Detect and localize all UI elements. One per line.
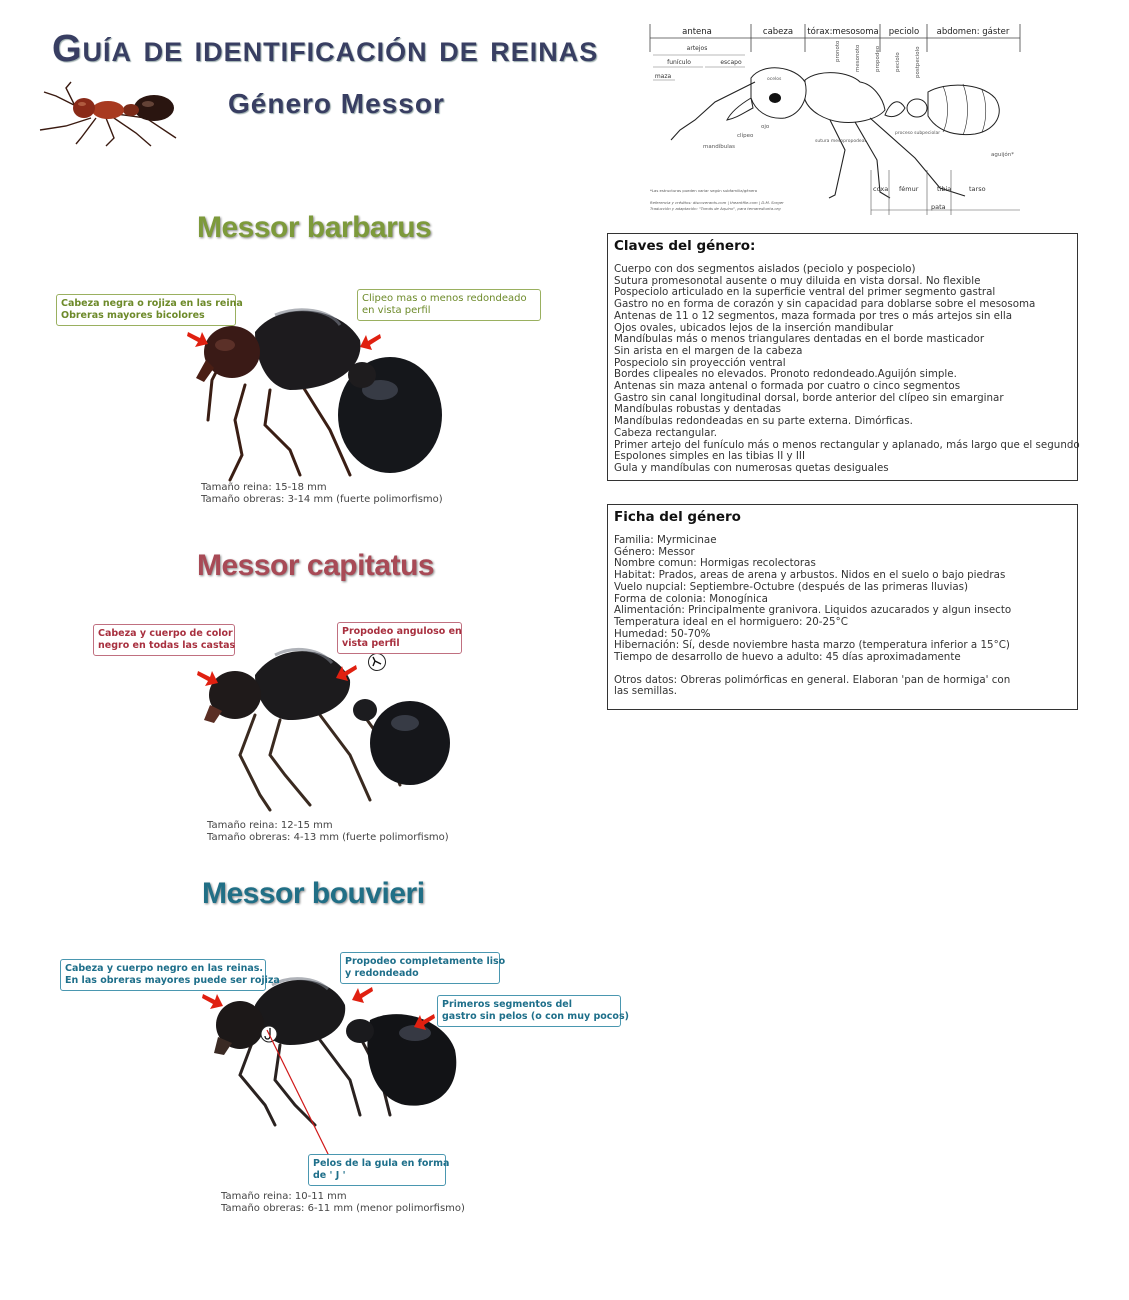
ant-image-capitatus — [200, 635, 460, 815]
diagram-section-antena: antena — [682, 27, 712, 37]
diagram-label-tarso: tarso — [969, 185, 986, 193]
diagram-credit-2: Traducción y adaptación: "Tomás de Aquino", para temaredlunta.org — [650, 206, 781, 211]
genus-item: Tiempo de desarrollo de huevo a adulto: 45 días aproximadamente — [614, 651, 961, 664]
diagram-label-mandibulas: mandíbulas — [703, 144, 735, 150]
arrow-icon — [334, 661, 358, 683]
diagram-label-clipeo: clípeo — [737, 133, 754, 139]
key-item: Primer artejo del funículo más o menos rectangular y aplanado, más largo que el segundo — [614, 438, 1080, 451]
callout-bouvieri-gaster: Primeros segmentos del gastro sin pelos (o con muy pocos) — [437, 995, 621, 1027]
genus-item: Alimentación: Principalmente granivora. Liquidos azucarados y algun insecto — [614, 604, 1012, 617]
arrow-icon — [201, 990, 225, 1012]
genus-item: Familia: Myrmicinae — [614, 534, 717, 546]
key-item: Espolones simples en las tibias II y III — [614, 450, 806, 463]
genus-list — [614, 535, 1071, 664]
keys-list — [614, 263, 1080, 475]
genus-box-title: Ficha del género — [614, 509, 741, 525]
arrow-icon — [196, 667, 220, 689]
size-queen-capitatus: Tamaño reina: 12-15 mm — [207, 820, 333, 831]
key-item: Pospeciolo sin proyección ventral — [614, 356, 786, 369]
diagram-label-proceso: proceso subpeciolar — [895, 131, 941, 136]
key-item: Mandíbulas robustas y dentadas — [614, 403, 782, 416]
species-title-barbarus: Messor barbarus — [197, 211, 432, 244]
arrow-icon — [412, 1010, 436, 1032]
keys-box-title: Claves del género: — [614, 238, 756, 254]
genus-item: Género: Messor — [614, 545, 695, 558]
key-item: Sin arista en el margen de la cabeza — [614, 344, 803, 357]
key-item: Antenas de 11 o 12 segmentos, maza formada por tres o más artejos sin ella — [614, 309, 1013, 322]
callout-bouvieri-gula: Pelos de la gula en forma de ' J ' — [308, 1154, 446, 1186]
propodeo-angle-icon — [367, 652, 387, 672]
key-item: Pospeciolo articulado en la superficie ventral del primer segmento gastral — [614, 286, 996, 299]
diagram-label-femur: fémur — [899, 185, 919, 193]
key-item: Antenas sin maza antenal o formada por cuatro o cinco segmentos — [614, 380, 961, 393]
diagram-label-pronoto: pronoto — [835, 40, 841, 62]
diagram-credit-1: Referencia y créditos: discoverants.com | theantfile.com | D.M. Sorger — [650, 200, 784, 205]
genus-item: Hibernación: Sí, desde noviembre hasta marzo (temperatura inferior a 15°C) — [614, 639, 1010, 652]
diagram-section-peciolo: peciolo — [888, 27, 920, 37]
diagram-label-postpeciolo: postpeciolo — [915, 46, 921, 78]
species-title-capitatus: Messor capitatus — [197, 549, 435, 582]
diagram-section-abdomen: abdomen: gáster — [936, 27, 1010, 37]
diagram-label-mesonoto: mesonoto — [855, 44, 861, 72]
arrow-icon — [186, 328, 210, 350]
arrow-icon — [350, 983, 374, 1005]
page-subtitle: Género Messor — [228, 88, 445, 119]
diagram-label-ocelos: ocelos — [767, 77, 782, 82]
genus-item: Forma de colonia: Monogínica — [614, 592, 768, 605]
diagram-footnote: *Las estructuras pueden variar según subfamilia/género — [650, 188, 758, 193]
species-title-bouvieri: Messor bouvieri — [202, 877, 425, 910]
callout-capitatus-head: Cabeza y cuerpo de color negro en todas las castas — [93, 624, 235, 656]
key-item: Ojos ovales, ubicados lejos de la inserción mandibular — [614, 321, 894, 334]
callout-capitatus-propodeo: Propodeo anguloso en vista perfil — [337, 622, 462, 654]
callout-bouvieri-propodeo: Propodeo completamente liso y redondeado — [340, 952, 500, 984]
diagram-label-escapo: escapo — [720, 59, 742, 66]
size-queen-bouvieri: Tamaño reina: 10-11 mm — [221, 1191, 347, 1202]
genus-box — [607, 504, 1078, 710]
size-workers-barbarus: Tamaño obreras: 3-14 mm (fuerte polimorfismo) — [201, 494, 443, 505]
key-item: Cuerpo con dos segmentos aislados (peciolo y pospeciolo) — [614, 263, 916, 275]
diagram-label-sutura: sutura mesopropodeal — [815, 139, 866, 144]
diagram-section-torax: tórax:mesosoma — [807, 27, 879, 37]
genus-item: Nombre comun: Hormigas recolectoras — [614, 557, 816, 570]
key-item: Gastro no en forma de corazón y sin capacidad para doblarse sobre el mesosoma — [614, 298, 1036, 311]
diagram-section-cabeza: cabeza — [762, 27, 794, 37]
key-item: Gula y mandíbulas con numerosas quetas desiguales — [614, 461, 889, 474]
genus-other-data — [614, 675, 1071, 698]
diagram-label-artejos: artejos — [686, 45, 708, 52]
size-queen-barbarus: Tamaño reina: 15-18 mm — [201, 482, 327, 493]
diagram-label-tibia: tibia — [937, 185, 952, 193]
key-item: Cabeza rectangular. — [614, 426, 718, 439]
genus-item: Humedad: 50-70% — [614, 627, 711, 640]
genus-item: Habitat: Prados, areas de arena y arbustos. Nidos en el suelo o bajo piedras — [614, 569, 1006, 582]
diagram-label-peciolo: peciolo — [895, 52, 901, 72]
key-item: Bordes clipeales no elevados. Pronoto redondeado.Aguijón simple. — [614, 368, 957, 381]
gula-pointer-line — [255, 1020, 335, 1160]
callout-bouvieri-head: Cabeza y cuerpo negro en las reinas. En las obreras mayores puede ser rojiza — [60, 959, 266, 991]
other-data-line: Otros datos: Obreras polimórficas en general. Elaboran 'pan de hormiga' con — [614, 673, 1011, 686]
diagram-label-coxa: coxa — [873, 185, 889, 193]
diagram-label-maza: maza — [654, 73, 672, 80]
other-data-line: las semillas. — [614, 685, 678, 698]
diagram-label-pata: pata — [931, 203, 946, 211]
size-workers-capitatus: Tamaño obreras: 4-13 mm (fuerte polimorfismo) — [207, 832, 449, 843]
key-item: Mandíbulas más o menos triangulares dentadas en el borde masticador — [614, 333, 985, 346]
diagram-label-propodeo: propodeo — [875, 45, 881, 72]
size-workers-bouvieri: Tamaño obreras: 6-11 mm (menor polimorfismo) — [221, 1203, 465, 1214]
diagram-label-ojo: ojo — [761, 124, 770, 130]
diagram-label-aguijon: aguijón* — [991, 152, 1015, 158]
anatomy-diagram — [645, 20, 1025, 215]
genus-item: Vuelo nupcial: Septiembre-Octubre (después de las primeras lluvias) — [614, 580, 969, 593]
key-item: Sutura promesonotal ausente o muy diluida en vista dorsal. No flexible — [614, 274, 981, 287]
page-title: Guía de identificación de reinas — [52, 28, 599, 70]
callout-barbarus-clipeo: Clipeo mas o menos redondeado en vista perfil — [357, 289, 541, 321]
genus-item: Temperatura ideal en el hormiguero: 20-25°C — [614, 615, 848, 628]
keys-box — [607, 233, 1078, 481]
arrow-icon — [358, 330, 382, 352]
callout-barbarus-head: Cabeza negra o rojiza en las reina Obreras mayores bicolores — [56, 294, 236, 326]
diagram-label-funiculo: funículo — [667, 59, 691, 66]
key-item: Gastro sin canal longitudinal dorsal, borde anterior del clípeo sin emarginar — [614, 391, 1004, 404]
key-item: Mandíbulas redondeadas en su parte externa. Dimórficas. — [614, 415, 913, 428]
ant-logo-image — [36, 78, 196, 148]
